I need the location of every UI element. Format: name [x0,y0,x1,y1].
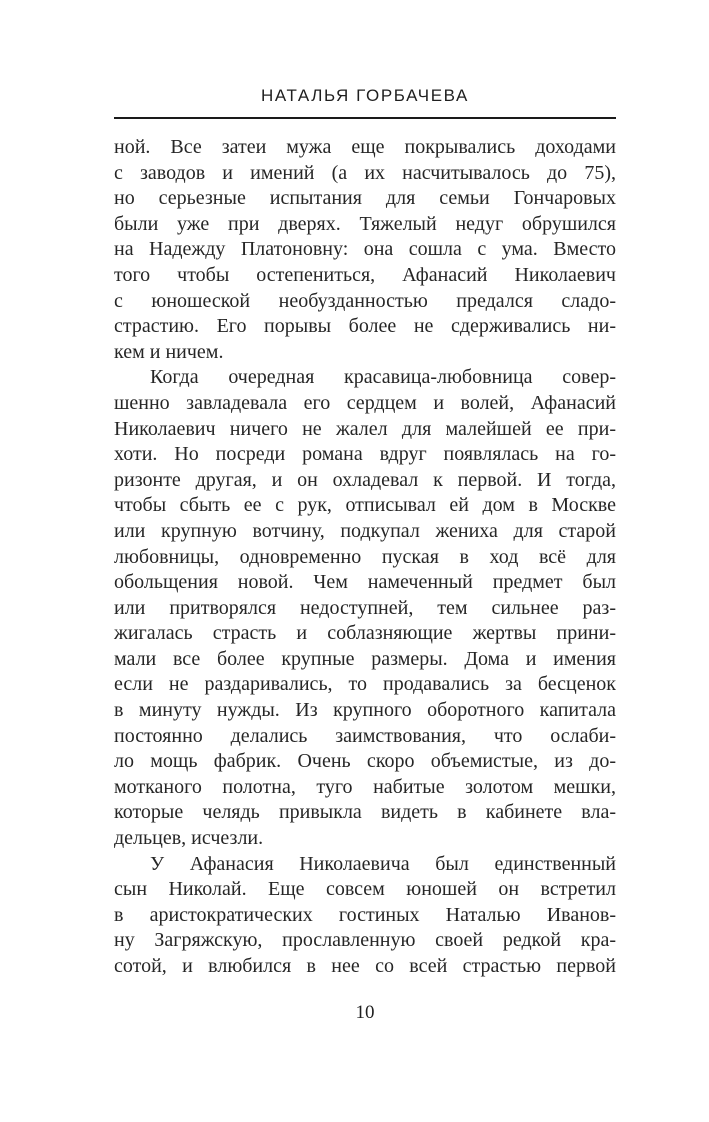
text-line: или притворялся недоступней, тем сильнее раз- [114,596,616,619]
text-line: любовницы, одновременно пуская в ход всё для [114,545,616,568]
text-line: ризонте другая, и он охладевал к первой. И тогда, [114,468,616,491]
text-line: Когда очередная красавица-любовница совер- [150,366,616,389]
running-header-author: НАТАЛЬЯ ГОРБАЧЕВА [261,86,469,105]
text-line: шенно завладевала его сердцем и волей, Афанасий [114,391,616,414]
text-line: мотканого полотна, туго набитые золотом мешки, [114,775,616,798]
text-line: постоянно делались заимствования, что ослаби- [114,724,616,747]
text-line: страстию. Его порывы более не сдерживались ни- [114,315,616,338]
text-line: были уже при дверях. Тяжелый недуг обрушился [114,212,616,235]
text-line: Николаевич ничего не жалел для малейшей ее при- [114,417,616,440]
text-line: ной. Все затеи мужа еще покрывались доходами [114,136,616,158]
page-number: 10 [355,1002,375,1023]
text-line: на Надежду Платоновну: она сошла с ума. Вместо [114,238,616,261]
text-line: которые челядь привыкла видеть в кабинете вла- [114,801,616,824]
text-line: сын Николай. Еще совсем юношей он встретил [114,878,616,901]
text-line: или крупную вотчину, подкупал жениха для старой [114,519,616,542]
text-line: мали все более крупные размеры. Дома и имения [114,647,616,670]
header-rule [114,117,616,119]
text-line: сотой, и влюбился в нее со всей страстью первой [114,955,616,977]
text-line: дельцев, исчезли. [114,827,264,850]
text-line: хоти. Но посреди романа вдруг появлялась на го- [114,443,616,466]
text-line: У Афанасия Николаевича был единственный [150,852,616,875]
text-line: жигалась страсть и соблазняющие жертвы прини- [114,622,616,645]
text-line: ну Загряжскую, прославленную своей редкой кра- [114,929,616,952]
text-line: кем и ничем. [114,340,224,363]
text-line: в минуту нужды. Из крупного оборотного капитала [114,699,616,722]
text-line: если не раздаривались, то продавались за бесценок [114,673,616,696]
text-line: обольщения новой. Чем намеченный предмет был [114,571,616,594]
text-line: с заводов и имений (а их насчитывалось до 75), [114,161,616,184]
text-line: того чтобы остепениться, Афанасий Николаевич [114,263,616,286]
body-text [114,135,616,980]
text-line: с юношеской необузданностью предался сладо- [114,289,616,312]
text-line: ло мощь фабрик. Очень скоро объемистые, из до- [114,750,616,773]
text-block [114,0,616,980]
text-line: в аристократических гостиных Наталью Иванов- [114,903,616,926]
text-line: чтобы сбыть ее с рук, отписывал ей дом в Москве [114,494,616,517]
text-line: но серьезные испытания для семьи Гончаровых [114,187,616,210]
